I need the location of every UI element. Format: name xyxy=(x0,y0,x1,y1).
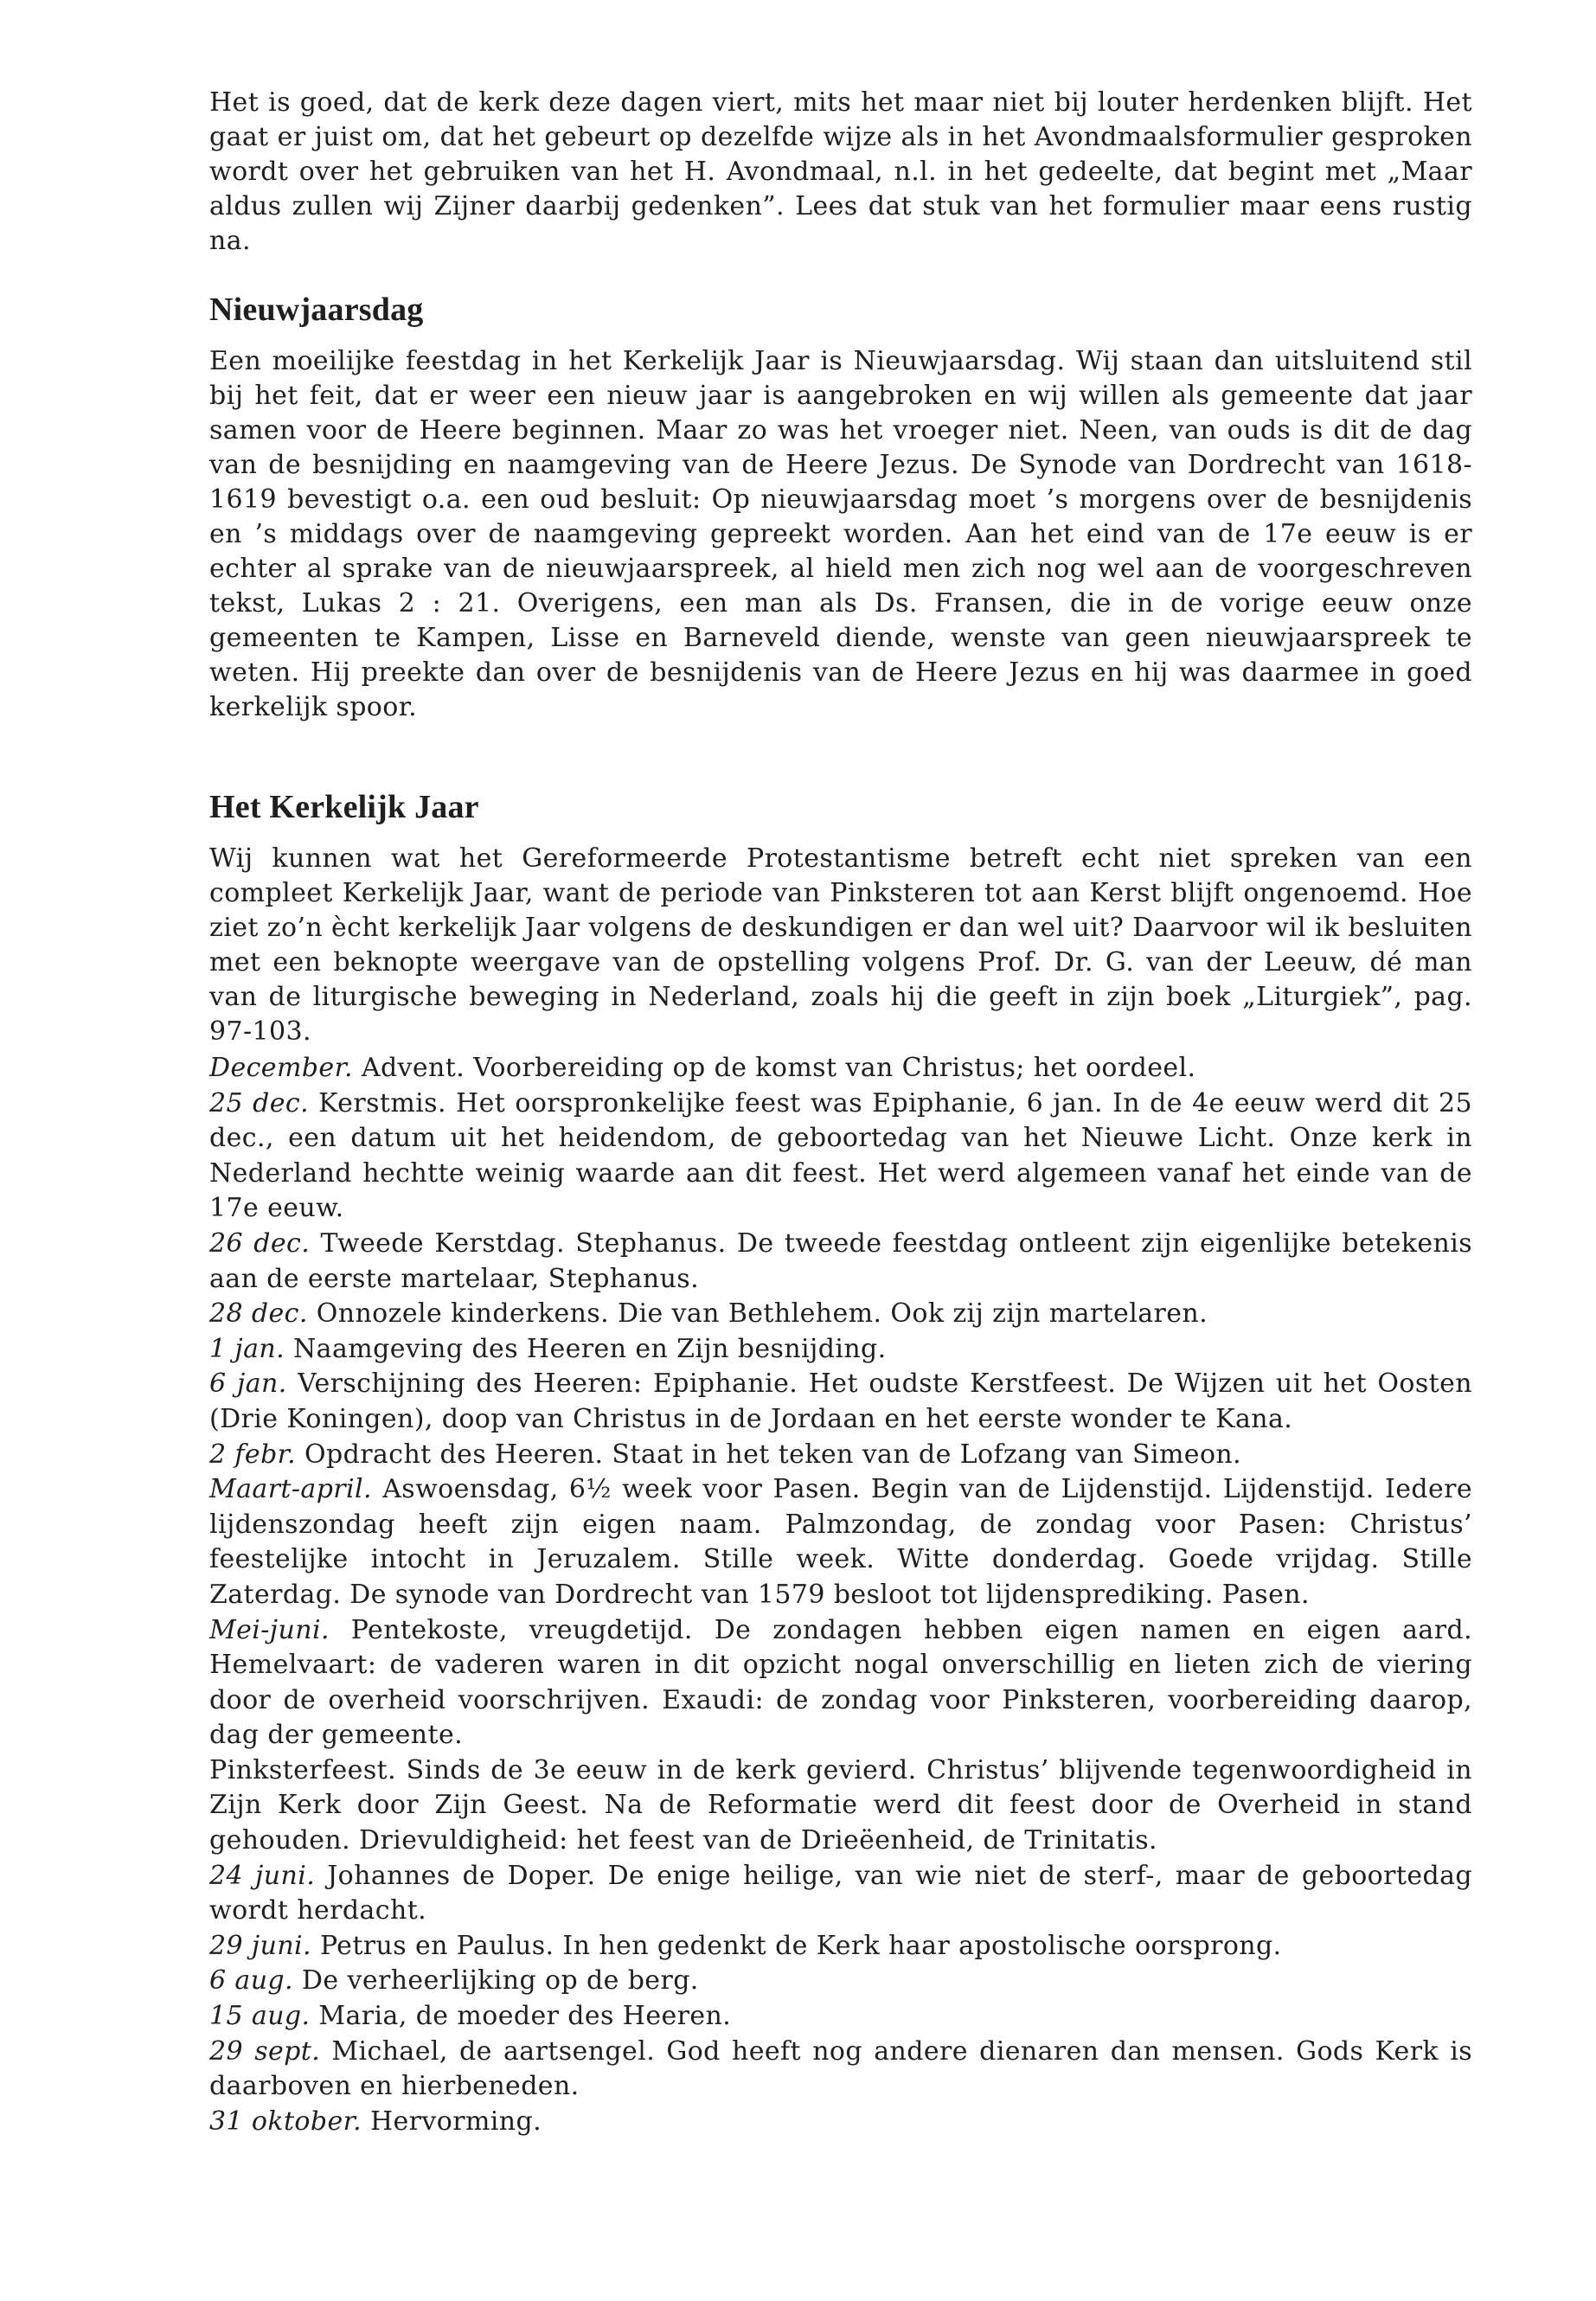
entry-date: 28 dec. xyxy=(209,1298,308,1330)
calendar-entry xyxy=(209,1227,1472,1297)
entry-date: 31 oktober. xyxy=(209,2106,362,2137)
calendar-entry xyxy=(209,1297,1472,1332)
entry-date: Maart-april. xyxy=(209,1474,372,1505)
entry-text: Onnozele kinderkens. Die van Bethlehem. Ook zij zijn martelaren. xyxy=(316,1298,1208,1330)
entry-date: 6 aug. xyxy=(209,1965,293,1997)
calendar-entry xyxy=(209,1051,1472,1086)
entry-text: Petrus en Paulus. In hen gedenkt de Kerk haar apostolische oorsprong. xyxy=(319,1930,1282,1961)
entry-text: De verheerlijking op de berg. xyxy=(301,1965,699,1997)
entry-date: 29 sept. xyxy=(209,2035,321,2067)
entry-text: Pinksterfeest. Sinds de 3e eeuw in de kerk gevierd. Christus’ blijvende tegenwoordigheid in Zijn Kerk door Zijn Geest. Na de Reformatie werd dit feest door de Overheid in stand gehouden. Drievuldigheid: het feest van de Drieëenheid, de Trinitatis. xyxy=(209,1754,1472,1856)
entry-text: Advent. Voorbereiding op de komst van Christus; het oordeel. xyxy=(361,1053,1196,1083)
heading-kerkelijk-jaar: Het Kerkelijk Jaar xyxy=(209,789,479,825)
entry-text: Maria, de moeder des Heeren. xyxy=(318,2001,732,2032)
calendar-entry xyxy=(209,2105,1472,2140)
entry-date: Mei-juni. xyxy=(209,1614,330,1645)
calendar-entry xyxy=(209,1613,1472,1753)
kerkelijk-jaar-paragraph: Wij kunnen wat het Gereformeerde Protestantisme betreft echt niet spreken van een compleet Kerkelijk Jaar, want de periode van Pinksteren tot aan Kerst blijft ongenoemd. Hoe ziet zo’n ècht kerkelijk Jaar volgens de deskundigen er dan wel uit? Daarvoor wil ik besluiten met een beknopte weergave van de opstelling volgens Prof. Dr. G. van der Leeuw, dé man van de liturgische beweging in Nederland, zoals hij die geeft in zijn boek „Liturgiek”, pag. 97-103. xyxy=(209,843,1472,1047)
calendar-entry xyxy=(209,1753,1472,1859)
heading-nieuwjaarsdag: Nieuwjaarsdag xyxy=(209,292,424,328)
calendar-entry xyxy=(209,1438,1472,1473)
calendar-entry xyxy=(209,2035,1472,2105)
calendar-entry xyxy=(209,1332,1472,1368)
nieuwjaarsdag-paragraph: Een moeilijke feestdag in het Kerkelijk Jaar is Nieuwjaarsdag. Wij staan dan uitsluitend stil bij het feit, dat er weer een nieuw jaar is aangebroken en wij willen als gemeente dat jaar samen voor de Heere beginnen. Maar zo was het vroeger niet. Neen, van ouds is dit de dag van de besnijding en naamgeving van de Heere Jezus. De Synode van Dordrecht van 1618-1619 bevestigt o.a. een oud besluit: Op nieuwjaarsdag moet ’s morgens over de besnijdenis en ’s middags over de naamgeving gepreekt worden. Aan het eind van de 17e eeuw is er echter al sprake van de nieuwjaarspreek, al hield men zich nog wel aan de voorgeschreven tekst, Lukas 2 : 21. Overigens, een man als Ds. Fransen, die in de vorige eeuw onze gemeenten te Kampen, Lisse en Barneveld diende, wenste van geen nieuwjaarspreek te weten. Hij preekte dan over de besnijdenis van de Heere Jezus en hij was daarmee in goed kerkelijk spoor. xyxy=(209,346,1472,722)
entry-date: 24 juni. xyxy=(209,1860,316,1891)
entry-text: Aswoensdag, 6½ week voor Pasen. Begin van de Lijdenstijd. Lijdenstijd. Iedere lijdenszondag heeft zijn eigen naam. Palmzondag, de zondag voor Pasen: Christus’ feestelijke intocht in Jeruzalem. Stille week. Witte donderdag. Goede vrijdag. Stille Zaterdag. De synode van Dordrecht van 1579 besloot tot lijdensprediking. Pasen. xyxy=(209,1474,1472,1610)
entry-date: 26 dec. xyxy=(209,1227,311,1259)
entry-text: Michael, de aartsengel. God heeft nog andere dienaren dan mensen. Gods Kerk is daarboven en hierbeneden. xyxy=(209,2035,1473,2102)
entry-date: 15 aug. xyxy=(209,2001,311,2032)
entry-date: 25 dec. xyxy=(209,1087,310,1118)
calendar-entry xyxy=(209,1086,1472,1227)
entry-date: 2 febr. xyxy=(209,1439,297,1470)
calendar-entry xyxy=(209,1999,1472,2035)
entry-date: 29 juni. xyxy=(209,1930,311,1961)
entry-text: Kerstmis. Het oorspronkelijke feest was Epiphanie, 6 jan. In de 4e eeuw werd dit 25 dec., een datum uit het heidendom, de geboortedag van het Nieuwe Licht. Onze kerk in Nederland hechtte weinig waarde aan dit feest. Het werd algemeen vanaf het einde van de 17e eeuw. xyxy=(209,1087,1472,1224)
calendar-entries xyxy=(209,1051,1472,2139)
calendar-entry xyxy=(209,1367,1472,1437)
entry-text: Pentekoste, vreugdetijd. De zondagen hebben eigen namen en eigen aard. Hemelvaart: de vaderen waren in dit opzicht nogal onverschillig en lieten zich de viering door de overheid voorschrijven. Exaudi: de zondag voor Pinksteren, voorbereiding daarop, dag der gemeente. xyxy=(209,1614,1473,1751)
entry-date: December. xyxy=(209,1053,353,1083)
entry-date: 6 jan. xyxy=(209,1368,287,1400)
entry-text: Johannes de Doper. De enige heilige, van wie niet de sterf-, maar de geboortedag wordt herdacht. xyxy=(209,1860,1472,1926)
entry-text: Hervorming. xyxy=(369,2106,542,2137)
entry-text: Tweede Kerstdag. Stephanus. De tweede feestdag ontleent zijn eigenlijke betekenis aan de eerste martelaar, Stephanus. xyxy=(209,1227,1473,1294)
calendar-entry xyxy=(209,1472,1472,1612)
calendar-entry xyxy=(209,1859,1472,1929)
intro-paragraph: Het is goed, dat de kerk deze dagen viert, mits het maar niet bij louter herdenken blijft. Het gaat er juist om, dat het gebeurt op dezelfde wijze als in het Avondmaalsformulier gesproken wordt over het gebruiken van het H. Avondmaal, n.l. in het gedeelte, dat begint met „Maar aldus zullen wij Zijner daarbij gedenken”. Lees dat stuk van het formulier maar eens rustig na. xyxy=(209,87,1472,256)
entry-text: Naamgeving des Heeren en Zijn besnijding. xyxy=(293,1333,887,1364)
entry-text: Verschijning des Heeren: Epiphanie. Het oudste Kerstfeest. De Wijzen uit het Oosten (Drie Koningen), doop van Christus in de Jordaan en het eerste wonder te Kana. xyxy=(209,1368,1473,1434)
calendar-entry xyxy=(209,1929,1472,1965)
calendar-entry xyxy=(209,1964,1472,1999)
entry-text: Opdracht des Heeren. Staat in het teken van de Lofzang van Simeon. xyxy=(304,1439,1242,1470)
entry-date: 1 jan. xyxy=(209,1333,285,1364)
